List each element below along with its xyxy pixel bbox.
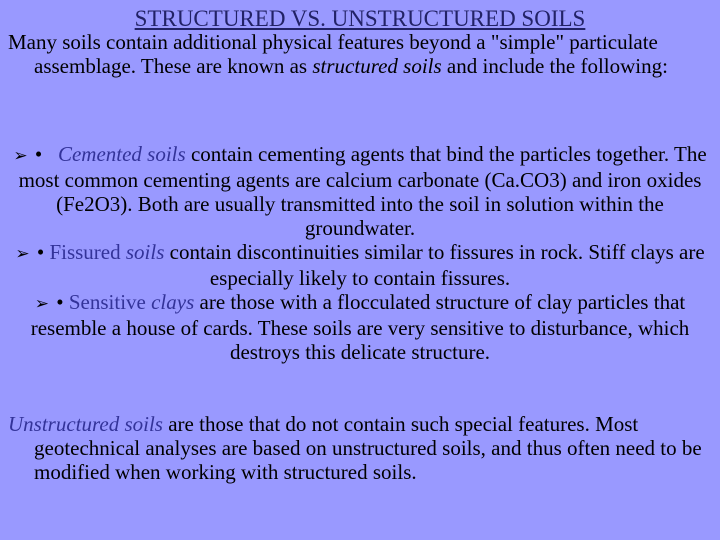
bullet-term: Fissured xyxy=(49,240,121,264)
bullet-term-italic: soils xyxy=(125,240,165,264)
bullet-term: Sensitive xyxy=(68,290,146,314)
closing-text: are those that do not contain such special features. Most geotechnical analyses are based on unstructured soils, and thus often need to be modified when working with structured soils. xyxy=(34,412,702,484)
bullet-marker: • xyxy=(34,142,43,166)
bullet-text: contain discontinuities similar to fissures in rock. Stiff clays are especially likely to contain fissures. xyxy=(164,240,705,290)
bullet-text: are those with a flocculated structure of clay particles that resemble a house of cards. These soils are very sensitive to disturbance, which destroys this delicate structure. xyxy=(30,290,690,364)
slide-title: STRUCTURED VS. UNSTRUCTURED SOILS xyxy=(134,6,586,31)
arrow-bullet-icon: ➢ xyxy=(13,146,28,166)
bullet-term: Cemented soils xyxy=(57,142,186,166)
bullet-fissured-soils xyxy=(4,240,716,290)
bullet-text: contain cementing agents that bind the particles together. The most common cementing agents are calcium carbonate (Ca.CO3) and iron oxides (Fe2O3). Both are usually transmitted into the soil in solution within the groundwater. xyxy=(18,142,707,240)
arrow-bullet-icon: ➢ xyxy=(34,294,49,314)
intro-text-end: and include the following: xyxy=(441,54,668,78)
bullet-cemented-soils xyxy=(4,142,716,240)
bullet-marker: • xyxy=(56,290,64,314)
bullet-term-italic: clays xyxy=(151,290,195,314)
closing-paragraph xyxy=(8,412,720,484)
arrow-bullet-icon: ➢ xyxy=(15,244,30,264)
intro-text: Many soils contain additional physical features beyond a "simple" particulate assemblage. These are known as xyxy=(8,30,658,78)
bullet-list xyxy=(0,142,720,364)
intro-term: structured soils xyxy=(312,54,442,78)
closing-term: Unstructured soils xyxy=(8,412,163,436)
bullet-sensitive-clays xyxy=(4,290,716,364)
intro-paragraph xyxy=(8,30,720,78)
bullet-marker: • xyxy=(36,240,45,264)
